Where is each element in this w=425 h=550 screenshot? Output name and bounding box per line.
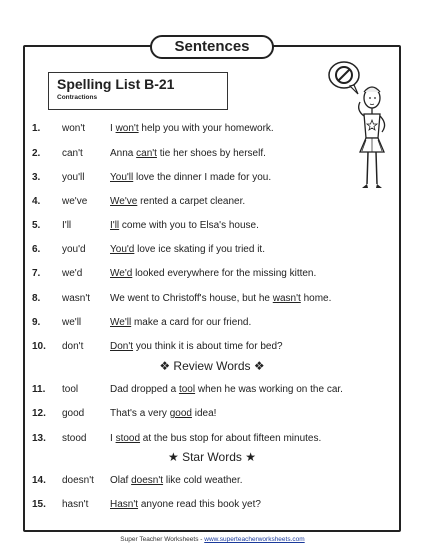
sentence-end: help you with your homework. — [138, 123, 274, 134]
sentence-start: We went to Christoff's house, but he — [110, 293, 273, 304]
example-sentence — [110, 267, 316, 281]
item-number: 4. — [32, 196, 41, 207]
footer-link[interactable]: www.superteacherworksheets.com — [204, 536, 305, 543]
example-sentence — [110, 383, 343, 397]
underlined-word: tool — [178, 384, 196, 395]
sentence-end: tie her shoes by herself. — [156, 148, 266, 159]
underlined-word: wasn't — [272, 293, 301, 304]
underlined-word: doesn't — [131, 475, 164, 486]
spelling-word: you'll — [62, 172, 85, 183]
sentence-end: home. — [300, 293, 332, 304]
sentence-end: come with you to Elsa's house. — [119, 220, 259, 231]
spelling-list-box — [48, 72, 228, 110]
underlined-word: can't — [136, 148, 157, 159]
underlined-word: I'll — [110, 220, 120, 231]
item-number: 7. — [32, 268, 41, 279]
example-sentence — [110, 292, 331, 306]
example-sentence — [110, 122, 274, 136]
example-sentence — [110, 474, 243, 488]
example-sentence — [110, 316, 251, 330]
example-sentence — [110, 219, 259, 233]
example-sentence — [110, 407, 216, 421]
sentence-end: idea! — [191, 408, 217, 419]
spelling-word: we'd — [62, 268, 83, 279]
item-number: 12. — [32, 408, 46, 419]
underlined-word: Hasn't — [110, 499, 139, 510]
spelling-word: tool — [62, 384, 79, 395]
spelling-word: can't — [62, 148, 83, 159]
item-number: 1. — [32, 123, 41, 134]
item-number: 10. — [32, 341, 46, 352]
example-sentence — [110, 243, 265, 257]
girl-illustration — [322, 58, 402, 198]
star-words-heading: ★ Star Words ★ — [168, 450, 256, 464]
spelling-list-title: Spelling List B-21 — [57, 76, 175, 92]
example-sentence — [110, 340, 283, 354]
sentence-start: Anna — [110, 148, 137, 159]
page-title: Sentences — [150, 35, 274, 59]
spelling-word: good — [62, 408, 85, 419]
underlined-word: We've — [110, 196, 138, 207]
sentence-end: you think it is about time for bed? — [133, 341, 283, 352]
sentence-end: when he was working on the car. — [195, 384, 343, 395]
sentence-end: rented a carpet cleaner. — [137, 196, 246, 207]
spelling-word: hasn't — [62, 499, 89, 510]
sentence-end: like cold weather. — [163, 475, 243, 486]
sentence-start: Olaf — [110, 475, 132, 486]
spelling-word: doesn't — [62, 475, 94, 486]
spelling-word: don't — [62, 341, 84, 352]
sentence-end: love ice skating if you tried it. — [134, 244, 265, 255]
example-sentence — [110, 147, 266, 161]
example-sentence — [110, 195, 245, 209]
underlined-word: won't — [115, 123, 139, 134]
item-number: 14. — [32, 475, 46, 486]
item-number: 15. — [32, 499, 46, 510]
underlined-word: You'll — [110, 172, 134, 183]
item-number: 9. — [32, 317, 41, 328]
footer — [0, 536, 425, 543]
underlined-word: We'll — [110, 317, 132, 328]
example-sentence — [110, 498, 261, 512]
spelling-word: you'd — [62, 244, 86, 255]
footer-text: Super Teacher Worksheets - — [120, 536, 205, 543]
spelling-word: we'll — [62, 317, 82, 328]
underlined-word: We'd — [110, 268, 133, 279]
spelling-word: wasn't — [62, 293, 91, 304]
sentence-end: looked everywhere for the missing kitten. — [132, 268, 317, 279]
sentence-end: make a card for our friend. — [131, 317, 252, 328]
item-number: 2. — [32, 148, 41, 159]
sentence-end: at the bus stop for about fifteen minutes. — [140, 433, 322, 444]
item-number: 13. — [32, 433, 46, 444]
spelling-word: stood — [62, 433, 87, 444]
example-sentence — [110, 432, 321, 446]
spelling-word: I'll — [62, 220, 72, 231]
item-number: 11. — [32, 384, 46, 395]
item-number: 8. — [32, 293, 41, 304]
underlined-word: good — [169, 408, 192, 419]
sentence-start: Dad dropped a — [110, 384, 179, 395]
spelling-word: we've — [62, 196, 88, 207]
item-number: 6. — [32, 244, 41, 255]
sentence-start: I — [110, 123, 116, 134]
sentence-start: That's a very — [110, 408, 170, 419]
review-words-heading: ❖ Review Words ❖ — [159, 359, 265, 373]
item-number: 5. — [32, 220, 41, 231]
sentence-end: anyone read this book yet? — [138, 499, 261, 510]
spelling-list-subtitle: Contractions — [57, 94, 98, 101]
underlined-word: stood — [115, 433, 141, 444]
spelling-word: won't — [62, 123, 86, 134]
underlined-word: Don't — [110, 341, 134, 352]
sentence-start: I — [110, 433, 116, 444]
item-number: 3. — [32, 172, 41, 183]
sentence-end: love the dinner I made for you. — [133, 172, 272, 183]
example-sentence — [110, 171, 271, 185]
underlined-word: You'd — [110, 244, 135, 255]
